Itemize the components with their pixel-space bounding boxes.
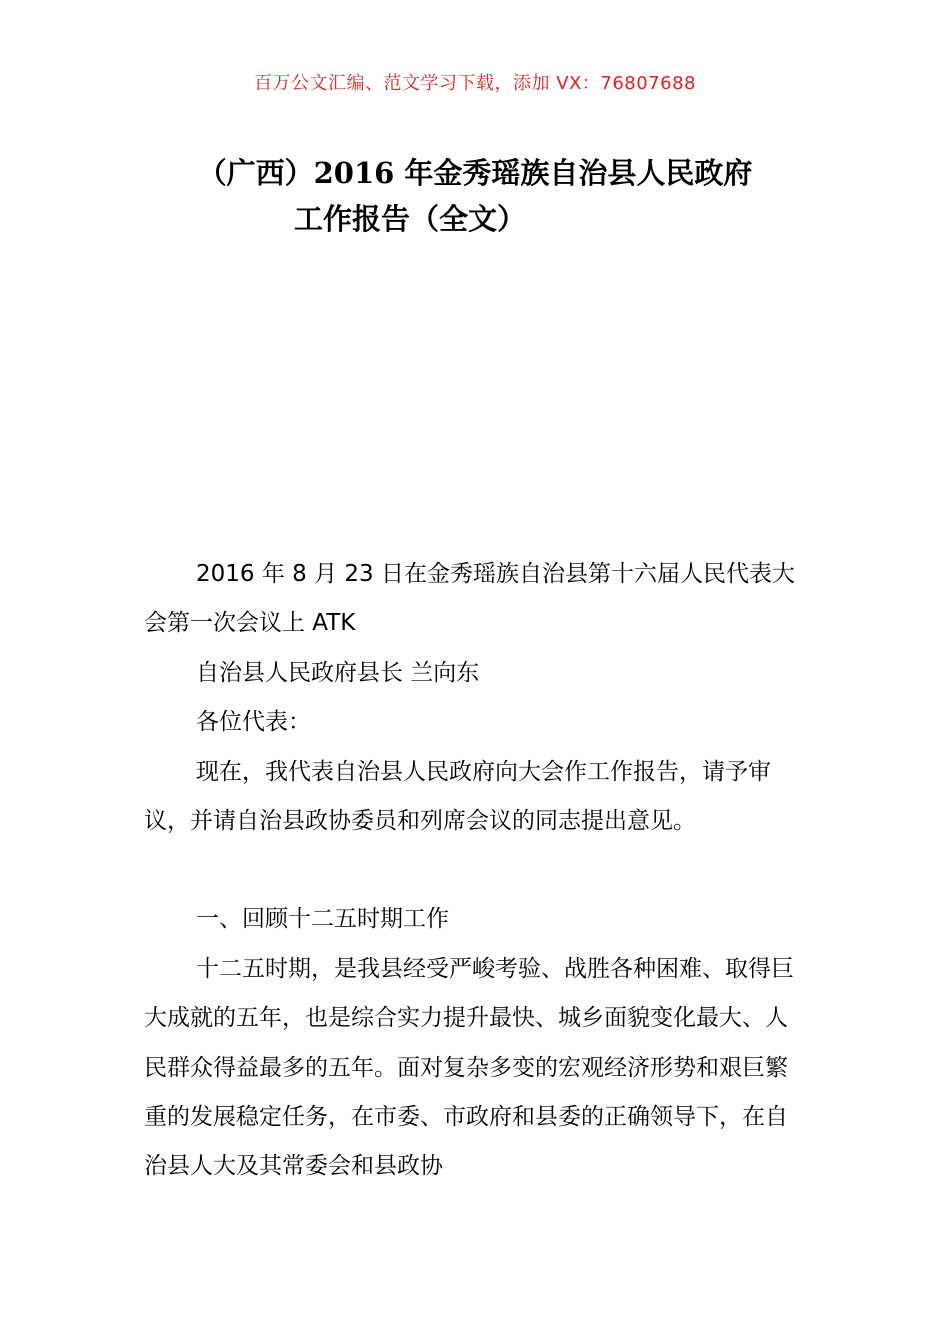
watermark-text: 百万公文汇编、范文学习下载，添加 VX：76807688 <box>254 73 696 94</box>
section-paragraph: 十二五时期，是我县经受严峻考验、战胜各种困难、取得巨大成就的五年，也是综合实力提升最快、城乡面貌变化最大、人民群众得益最多的五年。面对复杂多变的宏观经济形势和艰巨繁重的发展稳定任务，在市委、市政府和县委的正确领导下，在自治县人大及其常委会和县政协 <box>144 955 794 1180</box>
title-line-2: 工作报告（全文） <box>293 202 526 236</box>
meeting-info-paragraph: 2016 年 8 月 23 日在金秀瑶族自治县第十六届人民代表大会第一次会议上 ATK <box>144 561 795 637</box>
section-heading: 一、回顾十二五时期工作 <box>196 906 449 933</box>
title-line-1: （广西）2016 年金秀瑶族自治县人民政府 <box>197 156 753 190</box>
intro-paragraph: 现在，我代表自治县人民政府向大会作工作报告，请予审议，并请自治县政协委员和列席会议的同志提出意见。 <box>144 758 771 835</box>
salutation: 各位代表： <box>196 709 311 736</box>
document-title <box>130 150 820 242</box>
speaker-line: 自治县人民政府县长 兰向东 <box>196 659 480 686</box>
document-body <box>144 550 808 1192</box>
